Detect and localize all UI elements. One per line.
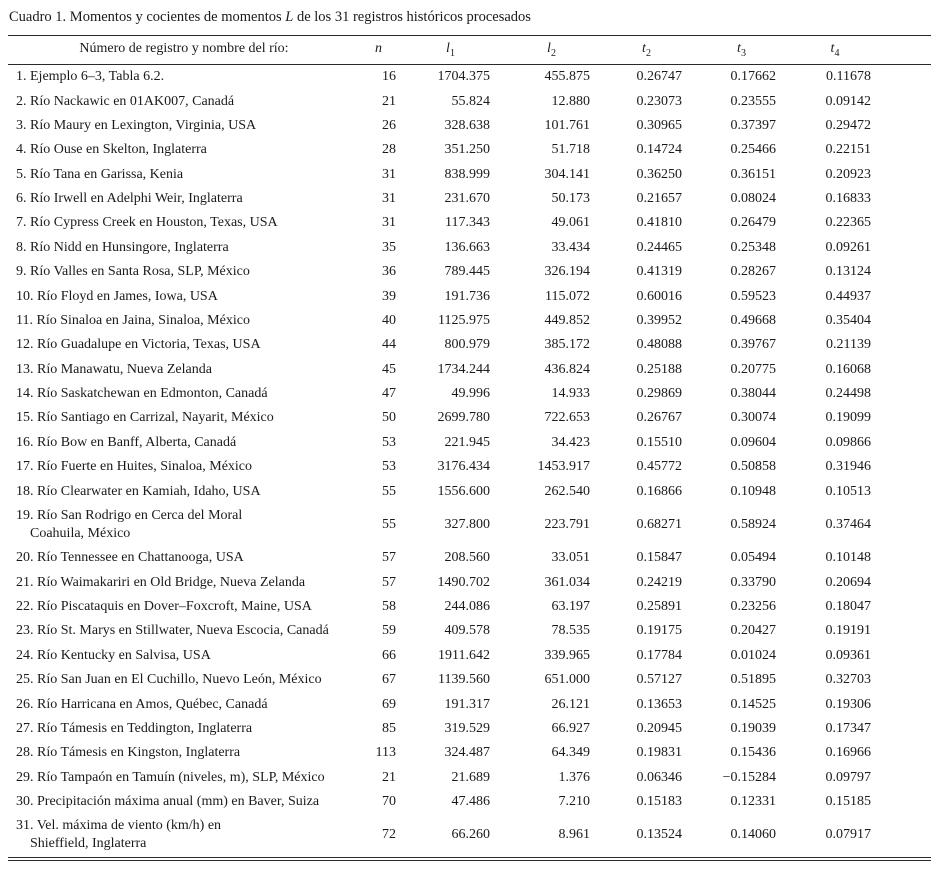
- record-name: 8. Río Nidd en Hunsingore, Inglaterra: [16, 239, 229, 255]
- cell-t4: 0.19306: [825, 696, 871, 712]
- cell-n: 35: [382, 239, 396, 255]
- cell-l1: 1556.600: [437, 483, 490, 499]
- cell-l2: 63.197: [551, 599, 590, 615]
- cell-t3: 0.20775: [730, 361, 776, 377]
- cell-l1: 409.578: [444, 623, 490, 639]
- table-title: [9, 8, 931, 26]
- cell-t4: 0.11678: [826, 69, 871, 85]
- cell-t4: 0.15185: [825, 794, 871, 810]
- cell-l1: 55.824: [451, 93, 490, 109]
- cell-t3: 0.20427: [730, 623, 776, 639]
- cell-t3: 0.37397: [730, 117, 776, 133]
- cell-t2: 0.41810: [636, 215, 682, 231]
- cell-n: 67: [382, 672, 396, 688]
- cell-t4: 0.09866: [825, 434, 871, 450]
- record-name: 23. Río St. Marys en Stillwater, Nueva Escocia, Canadá: [16, 623, 329, 639]
- cell-n: 59: [382, 623, 396, 639]
- cell-l2: 262.540: [544, 483, 590, 499]
- cell-t3: 0.17662: [730, 69, 776, 85]
- cell-t2: 0.26767: [636, 410, 682, 426]
- cell-t2: 0.24465: [636, 239, 682, 255]
- cell-t4: 0.16966: [825, 745, 871, 761]
- cell-t4: 0.22365: [825, 215, 871, 231]
- table-title-suffix: de los 31 registros históricos procesados: [293, 9, 531, 25]
- table-row: [8, 814, 931, 857]
- cell-t4: 0.07917: [825, 827, 871, 843]
- cell-t4: 0.16068: [825, 361, 871, 377]
- table-row: [8, 309, 931, 333]
- cell-t3: 0.14525: [730, 696, 776, 712]
- record-name: 30. Precipitación máxima anual (mm) en Baver, Suiza: [16, 794, 320, 810]
- cell-l2: 326.194: [544, 264, 590, 280]
- cell-t4: 0.37464: [825, 516, 871, 532]
- cell-l1: 319.529: [444, 720, 490, 736]
- record-name: 22. Río Piscataquis en Dover–Foxcroft, Maine, USA: [16, 599, 312, 615]
- record-name: 11. Río Sinaloa en Jaina, Sinaloa, México: [16, 312, 250, 328]
- cell-t2: 0.30965: [636, 117, 682, 133]
- cell-t2: 0.21657: [636, 191, 682, 207]
- cell-t3: 0.01024: [730, 647, 776, 663]
- cell-n: 50: [382, 410, 396, 426]
- cell-n: 57: [382, 550, 396, 566]
- cell-t4: 0.22151: [825, 142, 871, 158]
- cell-l2: 651.000: [544, 672, 590, 688]
- cell-t4: 0.19191: [825, 623, 871, 639]
- record-name: 7. Río Cypress Creek en Houston, Texas, USA: [16, 215, 278, 231]
- record-name: 29. Río Tampaón en Tamuín (niveles, m), SLP, México: [16, 769, 325, 785]
- cell-n: 31: [382, 166, 396, 182]
- cell-t2: 0.68271: [636, 516, 682, 532]
- cell-t4: 0.35404: [825, 312, 871, 328]
- record-name: 13. Río Manawatu, Nueva Zelanda: [16, 361, 212, 377]
- cell-n: 21: [382, 769, 396, 785]
- cell-t2: 0.25188: [636, 361, 682, 377]
- cell-n: 53: [382, 459, 396, 475]
- cell-l1: 1734.244: [437, 361, 490, 377]
- cell-t2: 0.17784: [636, 647, 682, 663]
- cell-l2: 7.210: [558, 794, 590, 810]
- cell-t2: 0.57127: [636, 672, 682, 688]
- cell-l1: 328.638: [444, 117, 490, 133]
- record-name: 31. Vel. máxima de viento (km/h) en Shieffield, Inglaterra: [16, 818, 222, 852]
- cell-l2: 1.376: [558, 769, 590, 785]
- cell-l2: 449.852: [544, 312, 590, 328]
- cell-t3: 0.26479: [730, 215, 776, 231]
- cell-l2: 339.965: [544, 647, 590, 663]
- cell-n: 53: [382, 434, 396, 450]
- cell-t3: 0.12331: [730, 794, 776, 810]
- cell-n: 57: [382, 574, 396, 590]
- record-name: 12. Río Guadalupe en Victoria, Texas, USA: [16, 337, 261, 353]
- cell-t3: 0.36151: [730, 166, 776, 182]
- moments-table: [8, 35, 931, 858]
- cell-l1: 1139.560: [438, 672, 490, 688]
- cell-t3: 0.25466: [730, 142, 776, 158]
- record-name: 16. Río Bow en Banff, Alberta, Canadá: [16, 434, 237, 450]
- cell-l1: 1125.975: [438, 312, 490, 328]
- cell-l1: 66.260: [451, 827, 490, 843]
- record-name: 20. Río Tennessee en Chattanooga, USA: [16, 550, 244, 566]
- cell-n: 28: [382, 142, 396, 158]
- cell-l1: 47.486: [451, 794, 490, 810]
- cell-t3: 0.25348: [730, 239, 776, 255]
- cell-t2: 0.48088: [636, 337, 682, 353]
- table-row: [8, 790, 931, 814]
- cell-t4: 0.09142: [825, 93, 871, 109]
- cell-t3: 0.58924: [730, 516, 776, 532]
- cell-t3: 0.38044: [730, 386, 776, 402]
- cell-t3: 0.05494: [730, 550, 776, 566]
- column-header-t3: $t_3$: [706, 36, 798, 65]
- bottom-rule: [8, 858, 931, 861]
- record-name: 17. Río Fuerte en Huites, Sinaloa, México: [16, 459, 253, 475]
- cell-n: 55: [382, 483, 396, 499]
- cell-t4: 0.10513: [825, 483, 871, 499]
- cell-l2: 223.791: [544, 516, 590, 532]
- cell-l1: 221.945: [444, 434, 490, 450]
- cell-l2: 722.653: [544, 410, 590, 426]
- record-name: 9. Río Valles en Santa Rosa, SLP, México: [16, 264, 250, 280]
- cell-t2: 0.14724: [636, 142, 682, 158]
- cell-t3: 0.59523: [730, 288, 776, 304]
- cell-l1: 136.663: [444, 239, 490, 255]
- cell-t3: 0.28267: [730, 264, 776, 280]
- cell-n: 47: [382, 386, 396, 402]
- table-row: [8, 114, 931, 138]
- cell-l2: 385.172: [544, 337, 590, 353]
- cell-t2: 0.19831: [636, 745, 682, 761]
- cell-l1: 1911.642: [438, 647, 490, 663]
- cell-l1: 2699.780: [437, 410, 490, 426]
- cell-t4: 0.29472: [825, 117, 871, 133]
- cell-n: 31: [382, 215, 396, 231]
- cell-l2: 361.034: [544, 574, 590, 590]
- cell-l2: 64.349: [551, 745, 590, 761]
- cell-t2: 0.19175: [636, 623, 682, 639]
- table-title-prefix: Cuadro 1. Momentos y cocientes de momentos: [9, 9, 286, 25]
- record-name: 28. Río Támesis en Kingston, Inglaterra: [16, 745, 241, 761]
- cell-t4: 0.44937: [825, 288, 871, 304]
- record-name: 26. Río Harricana en Amos, Québec, Canadá: [16, 696, 268, 712]
- cell-n: 44: [382, 337, 396, 353]
- cell-t2: 0.24219: [636, 574, 682, 590]
- cell-t2: 0.26747: [636, 69, 682, 85]
- cell-t4: 0.19099: [825, 410, 871, 426]
- table-body: [8, 65, 931, 858]
- cell-t2: 0.15847: [636, 550, 682, 566]
- cell-t4: 0.18047: [825, 599, 871, 615]
- cell-n: 26: [382, 117, 396, 133]
- table-row: [8, 406, 931, 430]
- cell-l2: 1453.917: [537, 459, 590, 475]
- table-row: [8, 187, 931, 211]
- cell-t2: 0.16866: [636, 483, 682, 499]
- cell-n: 58: [382, 599, 396, 615]
- cell-t2: 0.13653: [636, 696, 682, 712]
- cell-t3: 0.50858: [730, 459, 776, 475]
- cell-n: 16: [382, 69, 396, 85]
- cell-t2: 0.29869: [636, 386, 682, 402]
- table-row: [8, 741, 931, 765]
- cell-t3: 0.39767: [730, 337, 776, 353]
- record-name: 21. Río Waimakariri en Old Bridge, Nueva Zelanda: [16, 574, 306, 590]
- record-name: 27. Río Támesis en Teddington, Inglaterra: [16, 720, 253, 736]
- cell-t4: 0.24498: [825, 386, 871, 402]
- table-row: [8, 455, 931, 479]
- table-row: [8, 766, 931, 790]
- cell-t4: 0.17347: [825, 720, 871, 736]
- cell-l2: 8.961: [558, 827, 590, 843]
- table-row: [8, 211, 931, 235]
- cell-l2: 26.121: [551, 696, 590, 712]
- cell-l2: 51.718: [551, 142, 590, 158]
- table-header-row: [8, 36, 931, 65]
- record-name: 2. Río Nackawic en 01AK007, Canadá: [16, 93, 235, 109]
- cell-l1: 800.979: [444, 337, 490, 353]
- cell-l1: 191.317: [444, 696, 490, 712]
- table-row: [8, 358, 931, 382]
- cell-t3: 0.30074: [730, 410, 776, 426]
- record-name: 18. Río Clearwater en Kamiah, Idaho, USA: [16, 483, 261, 499]
- record-name: 5. Río Tana en Garissa, Kenia: [16, 166, 184, 182]
- column-header-l2: $l_2$: [512, 36, 610, 65]
- table-row: [8, 504, 931, 546]
- column-header-t2: $t_2$: [610, 36, 706, 65]
- table-row: [8, 382, 931, 406]
- cell-t4: 0.16833: [825, 191, 871, 207]
- cell-t2: 0.41319: [636, 264, 682, 280]
- cell-n: 113: [375, 745, 396, 761]
- cell-t4: 0.09797: [825, 769, 871, 785]
- cell-t2: 0.15510: [636, 434, 682, 450]
- cell-t2: 0.13524: [636, 827, 682, 843]
- table-row: [8, 571, 931, 595]
- cell-n: 31: [382, 191, 396, 207]
- cell-t3: 0.19039: [730, 720, 776, 736]
- cell-t2: 0.45772: [636, 459, 682, 475]
- cell-n: 72: [382, 827, 396, 843]
- table-row: [8, 668, 931, 692]
- table-row: [8, 546, 931, 570]
- table-title-emphasis: L: [285, 9, 294, 25]
- cell-l2: 304.141: [544, 166, 590, 182]
- table-row: [8, 163, 931, 187]
- record-name: 4. Río Ouse en Skelton, Inglaterra: [16, 142, 207, 158]
- cell-t3: 0.23256: [730, 599, 776, 615]
- table-row: [8, 619, 931, 643]
- cell-t3: 0.08024: [730, 191, 776, 207]
- cell-n: 85: [382, 720, 396, 736]
- cell-t2: 0.25891: [636, 599, 682, 615]
- cell-t3: 0.51895: [730, 672, 776, 688]
- cell-l1: 789.445: [444, 264, 490, 280]
- cell-t4: 0.32703: [825, 672, 871, 688]
- cell-t2: 0.60016: [636, 288, 682, 304]
- record-name: 3. Río Maury en Lexington, Virginia, USA: [16, 117, 257, 133]
- cell-l1: 49.996: [451, 386, 490, 402]
- column-header-n: n: [360, 36, 410, 65]
- table-row: [8, 89, 931, 113]
- cell-t4: 0.13124: [825, 264, 871, 280]
- cell-t4: 0.20923: [825, 166, 871, 182]
- cell-t3: 0.33790: [730, 574, 776, 590]
- cell-l2: 33.434: [551, 239, 590, 255]
- cell-t4: 0.09261: [825, 239, 871, 255]
- cell-l2: 12.880: [551, 93, 590, 109]
- record-name: 24. Río Kentucky en Salvisa, USA: [16, 647, 211, 663]
- cell-n: 55: [382, 516, 396, 532]
- table-row: [8, 236, 931, 260]
- cell-l1: 351.250: [444, 142, 490, 158]
- cell-t4: 0.09361: [825, 647, 871, 663]
- cell-l2: 455.875: [544, 69, 590, 85]
- cell-l1: 244.086: [444, 599, 490, 615]
- cell-t3: 0.49668: [730, 312, 776, 328]
- cell-n: 36: [382, 264, 396, 280]
- cell-n: 21: [382, 93, 396, 109]
- record-name: 6. Río Irwell en Adelphi Weir, Inglaterra: [16, 191, 243, 207]
- cell-l2: 14.933: [551, 386, 590, 402]
- table-row: [8, 644, 931, 668]
- record-name: 25. Río San Juan en El Cuchillo, Nuevo León, México: [16, 672, 322, 688]
- cell-t3: 0.15436: [730, 745, 776, 761]
- record-name: 19. Río San Rodrigo en Cerca del Moral Coahuila, México: [16, 507, 243, 541]
- cell-l2: 50.173: [551, 191, 590, 207]
- cell-l2: 33.051: [551, 550, 590, 566]
- cell-n: 69: [382, 696, 396, 712]
- cell-t4: 0.20694: [825, 574, 871, 590]
- table-row: [8, 333, 931, 357]
- table-row: [8, 692, 931, 716]
- cell-l1: 324.487: [444, 745, 490, 761]
- cell-n: 40: [382, 312, 396, 328]
- table-head: [8, 36, 931, 65]
- cell-t2: 0.20945: [636, 720, 682, 736]
- cell-t3: −0.15284: [722, 769, 776, 785]
- cell-t2: 0.06346: [636, 769, 682, 785]
- cell-n: 45: [382, 361, 396, 377]
- cell-t4: 0.31946: [825, 459, 871, 475]
- record-name: 10. Río Floyd en James, Iowa, USA: [16, 288, 218, 304]
- table-row: [8, 717, 931, 741]
- cell-l2: 34.423: [551, 434, 590, 450]
- table-row: [8, 138, 931, 162]
- cell-l1: 21.689: [451, 769, 490, 785]
- table-row: [8, 595, 931, 619]
- cell-t2: 0.36250: [636, 166, 682, 182]
- column-header-l1: $l_1$: [410, 36, 512, 65]
- cell-l1: 1704.375: [437, 69, 490, 85]
- record-name: 15. Río Santiago en Carrizal, Nayarit, México: [16, 410, 274, 426]
- cell-t3: 0.14060: [730, 827, 776, 843]
- cell-l2: 66.927: [551, 720, 590, 736]
- column-header-name: Número de registro y nombre del río:: [8, 36, 360, 65]
- table-row: [8, 479, 931, 503]
- cell-l2: 115.072: [545, 288, 590, 304]
- cell-t2: 0.15183: [636, 794, 682, 810]
- cell-l2: 78.535: [551, 623, 590, 639]
- record-name: 14. Río Saskatchewan en Edmonton, Canadá: [16, 386, 268, 402]
- record-name: 1. Ejemplo 6–3, Tabla 6.2.: [16, 69, 165, 85]
- cell-l1: 117.343: [445, 215, 490, 231]
- table-row: [8, 284, 931, 308]
- cell-l1: 3176.434: [437, 459, 490, 475]
- table-row: [8, 260, 931, 284]
- cell-t4: 0.21139: [826, 337, 871, 353]
- cell-l2: 436.824: [544, 361, 590, 377]
- cell-l1: 327.800: [444, 516, 490, 532]
- cell-t3: 0.09604: [730, 434, 776, 450]
- cell-t2: 0.23073: [636, 93, 682, 109]
- cell-l2: 49.061: [551, 215, 590, 231]
- cell-t3: 0.10948: [730, 483, 776, 499]
- cell-l1: 1490.702: [437, 574, 490, 590]
- cell-l1: 838.999: [444, 166, 490, 182]
- cell-t2: 0.39952: [636, 312, 682, 328]
- cell-l2: 101.761: [544, 117, 590, 133]
- table-row: [8, 65, 931, 90]
- cell-t4: 0.10148: [825, 550, 871, 566]
- cell-l1: 191.736: [444, 288, 490, 304]
- column-header-t4: $t_4$: [798, 36, 931, 65]
- cell-n: 39: [382, 288, 396, 304]
- cell-t3: 0.23555: [730, 93, 776, 109]
- cell-n: 70: [382, 794, 396, 810]
- table-row: [8, 431, 931, 455]
- cell-l1: 231.670: [444, 191, 490, 207]
- cell-l1: 208.560: [444, 550, 490, 566]
- cell-n: 66: [382, 647, 396, 663]
